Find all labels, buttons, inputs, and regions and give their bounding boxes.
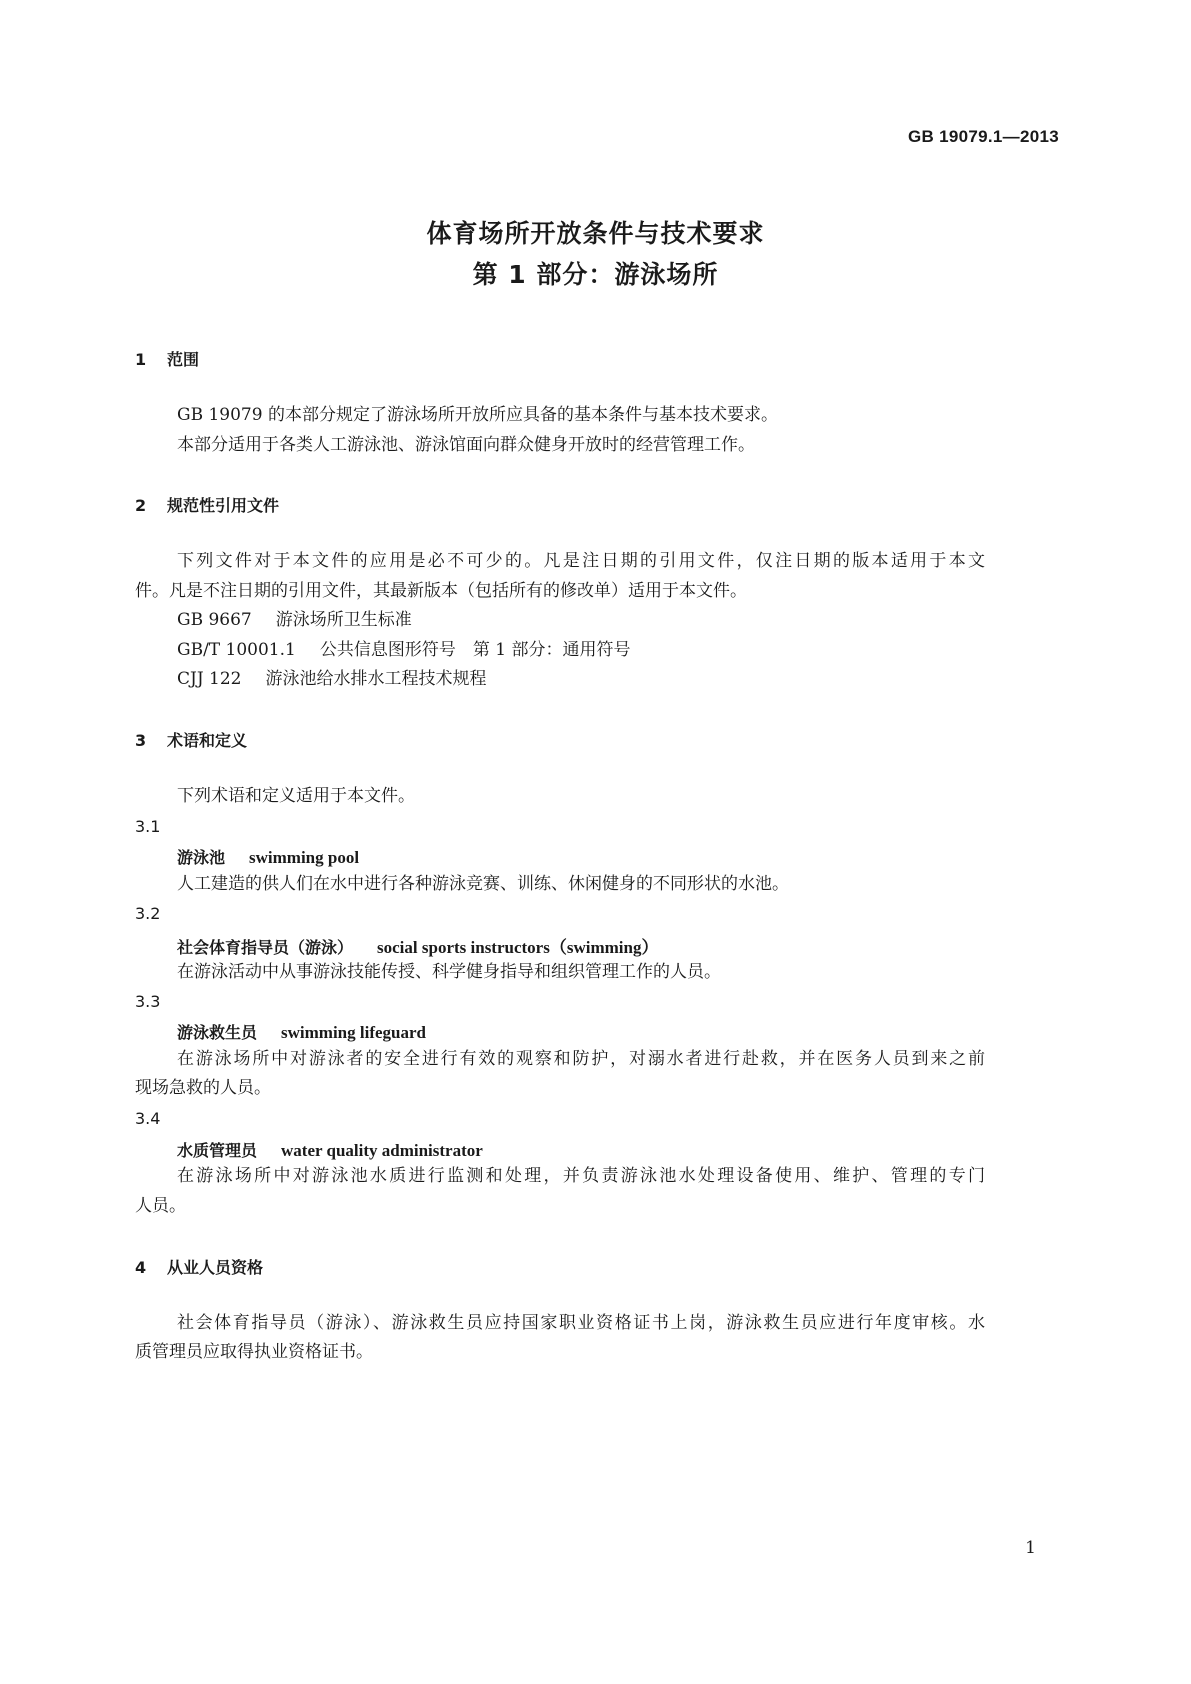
reference-name: 公共信息图形符号 第 1 部分：通用符号 [319,640,631,660]
paragraph: 件。凡是不注日期的引用文件，其最新版本（包括所有的修改单）适用于本文件。 [135,581,747,601]
reference-code: CJJ 122 [177,669,242,689]
section-title: 术语和定义 [167,731,248,750]
section-title: 规范性引用文件 [167,496,280,515]
standard-number: GB 19079.1—2013 [908,127,1059,146]
section-2-heading [135,493,279,516]
document-title: 体育场所开放条件与技术要求 [426,219,765,248]
reference-item [177,610,412,630]
section-3-heading [135,728,247,751]
reference-name: 游泳池给水排水工程技术规程 [265,669,487,689]
term-en: water quality administrator [281,1141,483,1160]
paragraph: 质管理员应取得执业资格证书。 [135,1342,373,1362]
term-definition: 人员。 [135,1196,186,1216]
term-number: 3.4 [135,1109,161,1128]
term-zh: 游泳池 [177,848,226,867]
reference-name: 游泳场所卫生标准 [275,610,412,630]
reference-code: GB 9667 [177,610,252,630]
term-en: social sports instructors（swimming） [377,938,659,957]
section-4-heading [135,1255,263,1278]
term-zh: 游泳救生员 [177,1023,258,1042]
term-definition: 人工建造的供人们在水中进行各种游泳竞赛、训练、休闲健身的不同形状的水池。 [177,874,789,894]
reference-code: GB/T 10001.1 [177,640,296,660]
term-definition: 现场急救的人员。 [135,1078,271,1098]
reference-item [177,640,630,660]
term-heading [177,1020,426,1043]
term-definition: 在游泳场所中对游泳者的安全进行有效的观察和防护，对溺水者进行赴救，并在医务人员到来之前 [177,1049,985,1069]
paragraph: GB 19079 的本部分规定了游泳场所开放所应具备的基本条件与基本技术要求。 [177,405,778,425]
paragraph: 下列文件对于本文件的应用是必不可少的。凡是注日期的引用文件，仅注日期的版本适用于本文 [177,551,985,571]
section-number: 4 [135,1258,147,1277]
term-en: swimming lifeguard [281,1023,426,1042]
term-definition: 在游泳活动中从事游泳技能传授、科学健身指导和组织管理工作的人员。 [177,962,721,982]
section-number: 1 [135,350,147,369]
term-number: 3.3 [135,992,161,1011]
section-title: 从业人员资格 [167,1258,264,1277]
section-title: 范围 [167,350,200,369]
section-1-heading [135,347,199,370]
page-number: 1 [1025,1538,1036,1558]
term-zh: 社会体育指导员（游泳） [177,938,354,957]
term-number: 3.1 [135,817,161,836]
term-en: swimming pool [249,848,360,867]
section-number: 3 [135,731,147,750]
reference-item [177,669,487,689]
document-subtitle: 第 1 部分：游泳场所 [472,260,719,289]
term-definition: 在游泳场所中对游泳池水质进行监测和处理，并负责游泳池水处理设备使用、维护、管理的专门 [177,1166,985,1186]
paragraph: 社会体育指导员（游泳）、游泳救生员应持国家职业资格证书上岗，游泳救生员应进行年度审核。水 [177,1313,985,1333]
term-zh: 水质管理员 [177,1141,258,1160]
term-heading [177,1138,483,1161]
term-heading [177,933,658,958]
term-heading [177,845,359,868]
section-number: 2 [135,496,147,515]
paragraph: 本部分适用于各类人工游泳池、游泳馆面向群众健身开放时的经营管理工作。 [177,435,755,455]
term-number: 3.2 [135,904,161,923]
paragraph: 下列术语和定义适用于本文件。 [177,786,415,806]
